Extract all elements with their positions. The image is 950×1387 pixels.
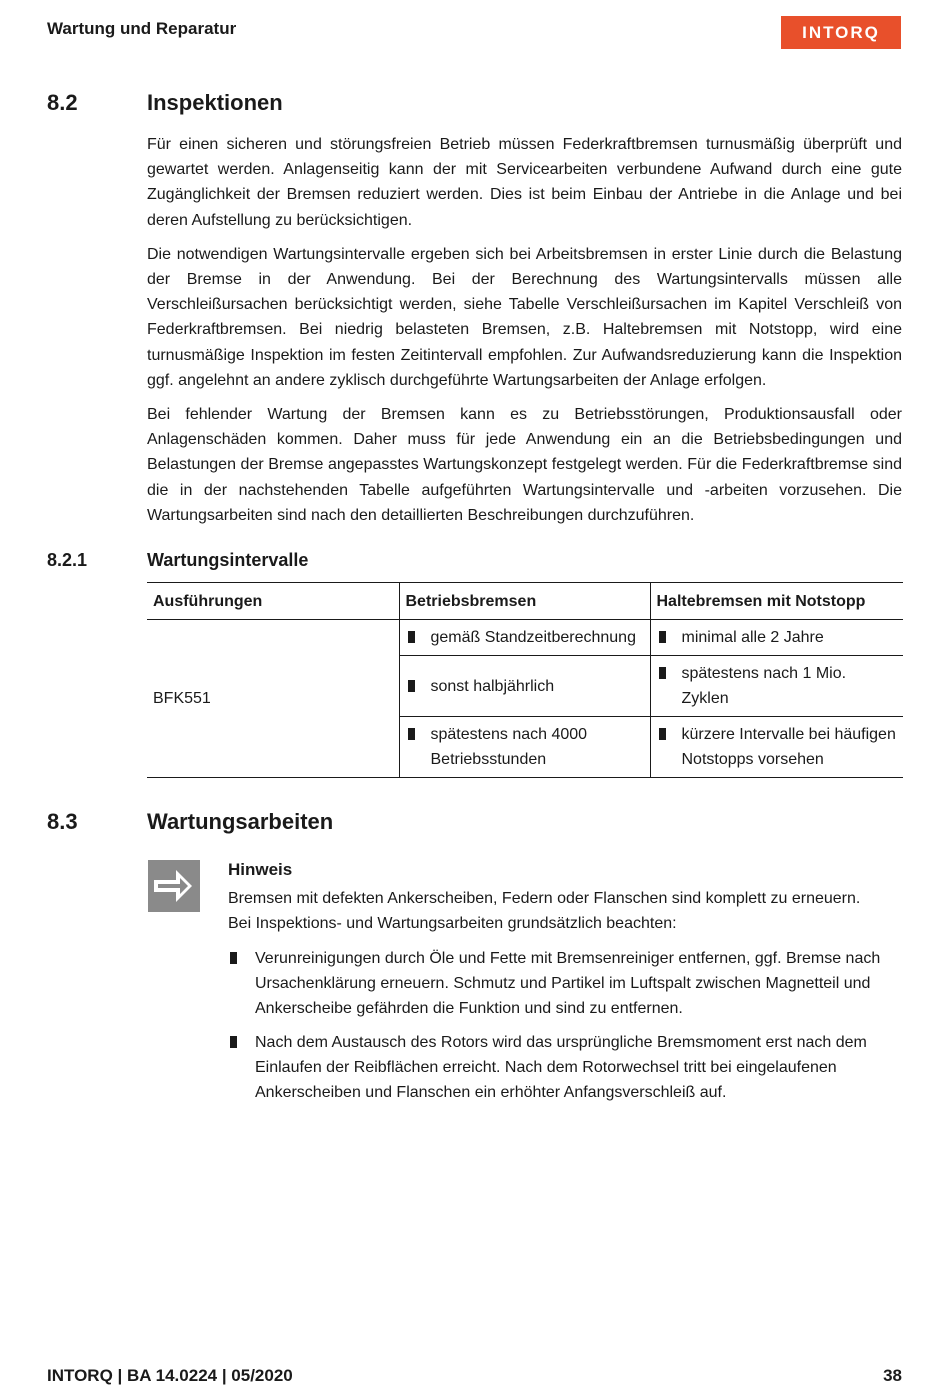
bullet-square-icon (230, 952, 237, 964)
bullet-square-icon (408, 680, 415, 692)
table-cell (399, 717, 650, 778)
bullet-square-icon (230, 1036, 237, 1048)
subsection-title: Wartungsintervalle (147, 550, 309, 570)
subsection-number: 8.2.1 (47, 550, 88, 570)
table-cell (650, 656, 903, 717)
intorq-logo: INTORQ (781, 16, 901, 49)
note-title: Hinweis (228, 860, 293, 879)
bullet-square-icon (659, 631, 666, 643)
cell-text: spätestens nach 1 Mio. Zyklen (681, 665, 847, 707)
page-number: 38 (883, 1366, 902, 1385)
page-header-title: Wartung und Reparatur (47, 19, 237, 38)
section-title: Wartungsarbeiten (147, 809, 334, 834)
section-number: 8.2 (47, 90, 78, 115)
table-cell (399, 656, 650, 717)
table-header-cell: Haltebremsen mit Notstopp (650, 583, 903, 620)
bullet-square-icon (408, 631, 415, 643)
maintenance-interval-table (147, 582, 903, 778)
model-cell: BFK551 (147, 620, 399, 778)
section-title: Inspektionen (147, 90, 283, 115)
cell-text: kürzere Intervalle bei häufigen Notstopps vorsehen (681, 726, 896, 768)
table-header-cell: Ausführungen (147, 583, 399, 620)
table-header-row (147, 583, 903, 620)
list-item (228, 1030, 902, 1105)
table-cell (650, 620, 903, 656)
bullet-square-icon (659, 667, 666, 679)
paragraph: Bei fehlender Wartung der Bremsen kann es zu Betriebsstörungen, Produktionsausfall oder Anlagenschäden kommen. Daher muss für jede Anwendung ein an die Betriebsbedingungen und Belastungen der Bremse angepasstes Wartungskonzept festgelegt werden. Für die Federkraftbremse sind die in der nachstehenden Tabelle aufgeführten Wartungsintervalle und -arbeiten vorzusehen. Die Wartungsarbeiten sind nach den detaillierten Beschreibungen durchzuführen. (147, 406, 902, 524)
section-body (147, 132, 902, 537)
note-box (228, 857, 902, 1114)
cell-text: minimal alle 2 Jahre (681, 629, 824, 646)
cell-text: spätestens nach 4000 Betriebsstunden (430, 726, 588, 768)
arrow-right-icon (148, 860, 200, 912)
paragraph: Die notwendigen Wartungsintervalle ergeben sich bei Arbeitsbremsen in erster Linie durch die Belastung der Bremse in der Anwendung. Bei der Berechnung des Wartungsintervalls müssen alle Verschleißursachen berücksichtigt werden, siehe Tabelle Verschleißursachen im Kapitel Verschleiß von Federkraftbremsen. Bei niedrig belasteten Bremsen, z.B. Haltebremsen mit Notstopp, wird eine turnusmäßige Inspektion im festen Zeitintervall empfohlen. Zur Aufwandsreduzierung kann die Inspektion ggf. angelehnt an andere zyklisch durchgeführte Wartungsarbeiten der Anlage erfolgen. (147, 245, 902, 389)
table-cell (399, 620, 650, 656)
note-text: Bei Inspektions- und Wartungsarbeiten grundsätzlich beachten: (228, 915, 677, 932)
bullet-square-icon (408, 728, 415, 740)
footer-doc-id: INTORQ | BA 14.0224 | 05/2020 (47, 1366, 293, 1385)
list-item-text: Verunreinigungen durch Öle und Fette mit Bremsenreiniger entfernen, ggf. Bremse nach Ursachenklärung erneuern. Schmutz und Partikel im Luftspalt zwischen Magnetteil und Ankerscheibe gefährden die Funktion und sind zu entfernen. (255, 950, 881, 1017)
list-item-text: Nach dem Austausch des Rotors wird das ursprüngliche Bremsmoment erst nach dem Einlaufen der Reibflächen erreicht. Nach dem Rotorwechsel tritt bei eingelaufenen Ankerscheiben und Flanschen ein erhöhter Anfangsverschleiß auf. (255, 1034, 867, 1101)
section-number: 8.3 (47, 809, 78, 834)
cell-text: gemäß Standzeitberechnung (430, 629, 636, 646)
cell-text: sonst halbjährlich (430, 677, 555, 695)
table-header-cell: Betriebsbremsen (399, 583, 650, 620)
bullet-square-icon (659, 728, 666, 740)
table-cell (650, 717, 903, 778)
paragraph: Für einen sicheren und störungsfreien Betrieb müssen Federkraftbremsen turnusmäßig überprüft und gewartet werden. Anlagenseitig kann der mit Servicearbeiten verbundene Aufwand durch eine gute Zugänglichkeit der Bremsen reduziert werden. Dies ist beim Einbau der Antriebe in die Anlage und bei deren Aufstellung zu berücksichtigen. (147, 136, 902, 229)
note-bullet-list (228, 946, 902, 1105)
note-text: Bremsen mit defekten Ankerscheiben, Federn oder Flanschen sind komplett zu erneuern. (228, 890, 861, 907)
table-row (147, 620, 903, 656)
list-item (228, 946, 902, 1021)
